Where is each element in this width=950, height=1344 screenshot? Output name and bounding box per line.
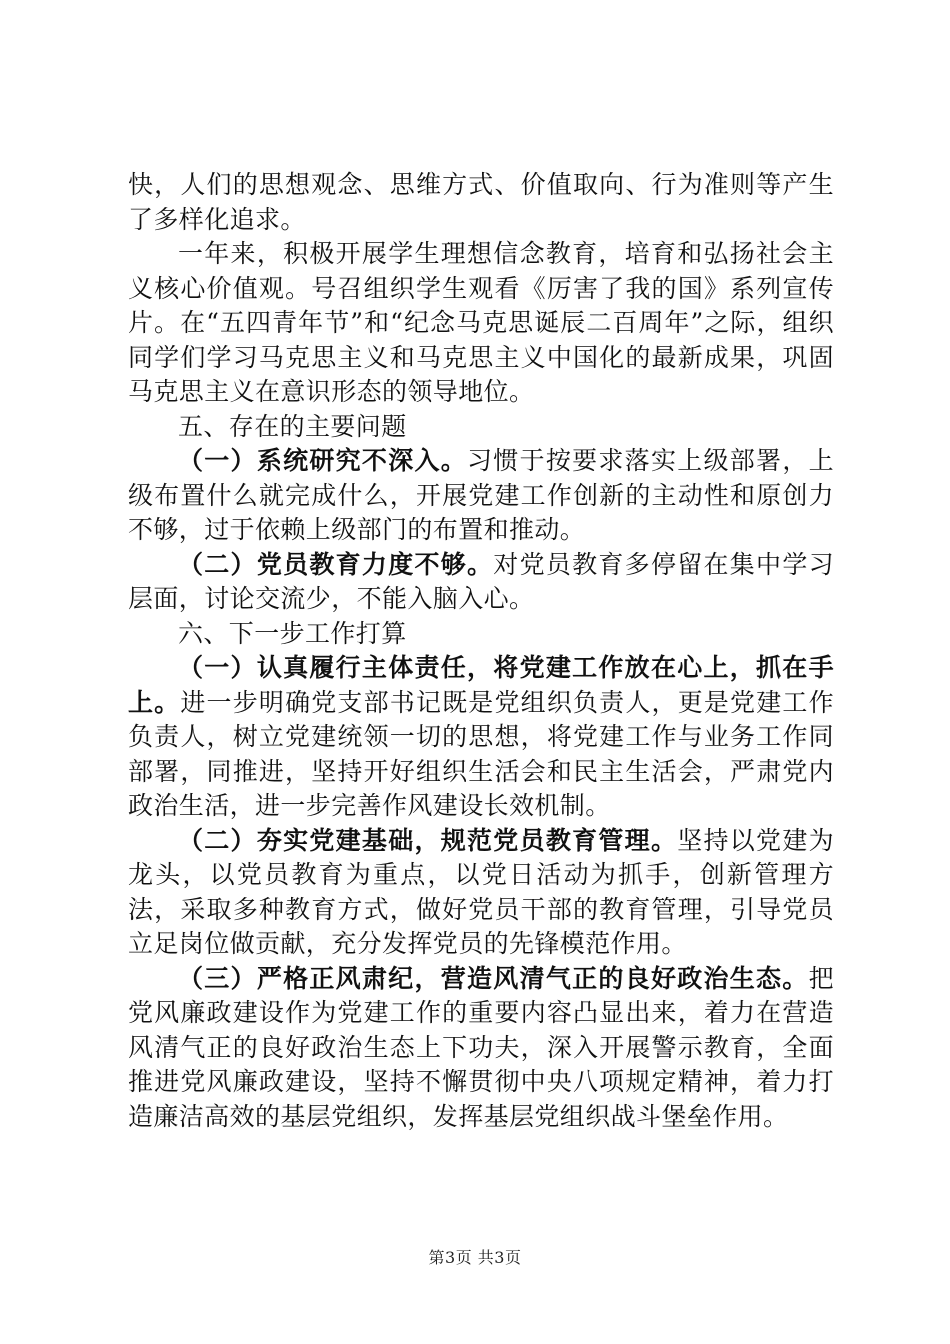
plan-1-body: 进一步明确党支部书记既是党组织负责人，更是党建工作负责人，树立党建统领一切的思想，将党建工作与业务工作同部署，同推进，坚持开好组织生活会和民主生活会，严肃党内政治生活，进一步完善作风建设长效机制。 [128,687,834,820]
problem-1-body: 习惯于按要求落实上级部署，上级布置什么就完成什么，开展党建工作创新的主动性和原创力不够，过于依赖上级部门的布置和推动。 [128,446,834,544]
plan-3-body: 把党风廉政建设作为党建工作的重要内容凸显出来，着力在营造风清气正的良好政治生态上下功夫，深入开展警示教育，全面推进党风廉政建设，坚持不懈贯彻中央八项规定精神，着力打造廉洁高效的基层党组织，发挥基层党组织战斗堡垒作用。 [128,963,834,1131]
paragraph-plan-1 [128,651,834,824]
plan-2-title: （二）夯实党建基础，规范党员教育管理。 [178,825,678,855]
problem-1-title: （一）系统研究不深入。 [178,446,468,475]
section-heading-problems: 五、存在的主要问题 [178,411,407,441]
paragraph-problem-1 [128,444,834,548]
paragraph-plan-2 [128,824,834,962]
document-body [128,168,834,1134]
page-number-label: 第3页 共3页 [428,1248,522,1267]
problem-2-body: 对党员教育多停留在集中学习层面，讨论交流少，不能入脑入心。 [128,549,834,613]
page-footer [0,1245,950,1268]
paragraph-problem-2 [128,548,834,617]
paragraph-ideals-education: 一年来，积极开展学生理想信念教育，培育和弘扬社会主义核心价值观。号召组织学生观看《厉害了我的国》系列宣传片。在“五四青年节”和“纪念马克思诞辰二百周年”之际，组织同学们学习马克思主义和马克思主义中国化的最新成果，巩固马克思主义在意识形态的领导地位。 [128,239,834,406]
plan-2-body: 坚持以党建为龙头，以党员教育为重点，以党日活动为抓手，创新管理方法，采取多种教育方式，做好党员干部的教育管理，引导党员立足岗位做贡献，充分发挥党员的先锋模范作用。 [128,825,834,958]
paragraph-continuation: 快，人们的思想观念、思维方式、价值取向、行为准则等产生了多样化追求。 [128,170,834,234]
problem-2-title: （二）党员教育力度不够。 [178,549,494,579]
plan-1-title: （一）认真履行主体责任，将党建工作放在心上，抓在手上。 [128,653,834,717]
paragraph-plan-3 [128,962,834,1135]
section-heading-next-steps: 六、下一步工作打算 [178,618,407,648]
plan-3-title: （三）严格正风肃纪，营造风清气正的良好政治生态。 [178,963,809,993]
